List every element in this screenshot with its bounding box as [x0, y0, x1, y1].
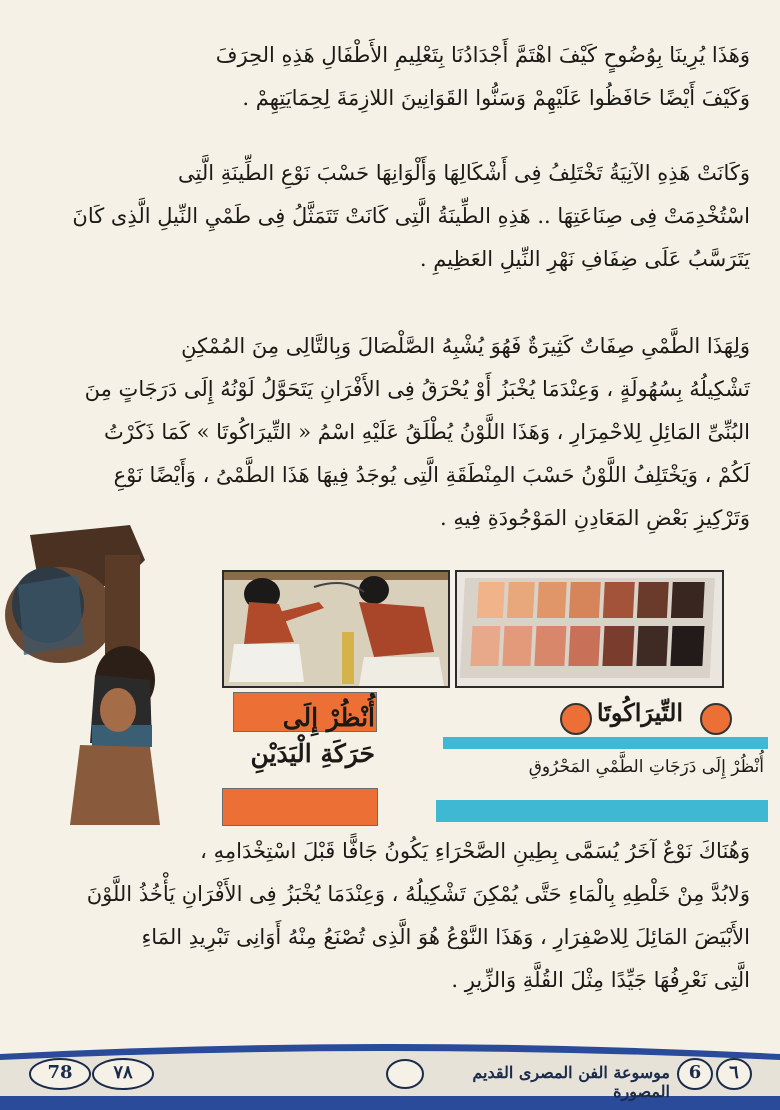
text-line: البُنِّىِّ المَائِلِ لِلاحْمِرَارِ ، وَهَذَا اللَّوْنُ يُطْلَقُ عَلَيْهِ اسْمُ « التِّيرَاكُوتَا » كَمَا ذَكَرْتُ [103, 420, 750, 444]
orange-decor-bar [222, 788, 378, 826]
text-line: وَتَرْكِيزِ بَعْضِ المَعَادِنِ المَوْجُودَةِ فِيهِ . [440, 506, 750, 530]
text-line: لَكُمْ ، وَيَخْتَلِفُ اللَّوْنُ حَسْبَ المِنْطَقَةِ الَّتِى يُوجَدُ فِيهَا هَذَا الطَّمْىُ ، وَأَيْضًا نَوْعِ [113, 463, 750, 487]
chapter-number-latin: 6 [688, 1062, 702, 1083]
text-line: وَلابُدَّ مِنْ خَلْطِهِ بِالْمَاءِ حَتَّى يُمْكِنَ تَشْكِيلُهُ ، وَعِنْدَمَا يُخْبَزُ فِى الأَفْرَانِ يَأْخُذُ اللَّوْنَ [86, 882, 750, 906]
paragraph-4 [40, 830, 750, 1002]
teal-divider [443, 737, 768, 749]
text-line: وَكَيْفَ أَيْضًا حَافَظُوا عَلَيْهِمْ وَسَنُّوا القَوَانِينَ اللازِمَةَ لِحِمَايَتِهِمْ . [242, 86, 750, 110]
paragraph-3 [40, 325, 750, 540]
text-line: وَهُنَاكَ نَوْعٌ آخَرُ يُسَمَّى بِطِينِ الصَّحْرَاءِ يَكُونُ جَافًّا قَبْلَ اسْتِخْدَامِهِ ، [200, 839, 750, 863]
terracotta-color-palette-image [455, 570, 724, 688]
tomb-painting-graphic [224, 572, 448, 686]
text-line: اسْتُخْدِمَتْ فِى صِنَاعَتِهَا .. هَذِهِ الطِّينَةُ الَّتِى كَانَتْ تَتَمَثَّلُ فِى طَمْيِ النِّيلِ الَّذِى كَانَ [72, 204, 750, 228]
teal-divider [436, 800, 768, 822]
statue-carrying-jar-image [0, 515, 170, 825]
encyclopedia-title: موسوعة الفن المصرى القديم المصورة [472, 1063, 670, 1101]
text-line: وَهَذَا يُرِينَا بِوُضُوحٍ كَيْفَ اهْتَمَّ أَجْدَادُنَا بِتَعْلِيمِ الأَطْفَالِ هَذِهِ الحِرَفَ [215, 43, 750, 67]
text-line: الَّتِى نَعْرِفُهَا جَيِّدًا مِثْلَ القُلَّةِ وَالزِّيرِ . [451, 968, 750, 992]
text-line: الأَبْيَضَ المَائِلَ لِلاصْفِرَارِ ، وَهَذَا النَّوْعُ هُوَ الَّذِى تُصْنَعُ مِنْهُ أَوَانِى تَبْرِيدِ المَاءِ [141, 925, 750, 949]
terracotta-title: التِّيرَاكُوتَا [596, 698, 684, 727]
text-line: تَشْكِيلُهُ بِسُهُولَةٍ ، وَعِنْدَمَا يُخْبَزُ أَوْ يُحْرَقُ فِى الأَفْرَانِ يَتَحَوَّلُ لَوْنُهُ إِلَى دَرَجَاتٍ مِنَ [84, 377, 750, 401]
chapter-number-arabic: ٦ [729, 1062, 739, 1083]
palette-graphic [457, 572, 722, 686]
text-line: وَلِهَذَا الطَّمْىِ صِفَاتٌ كَثِيرَةٌ فَهُوَ يُشْبِهُ الصَّلْصَالَ وَبِالتَّالِى مِنَ المُمْكِنِ [181, 334, 750, 358]
hands-caption-line-1: أُنْظُرْ إِلَى [282, 703, 375, 732]
tomb-painting-hands-image [222, 570, 450, 688]
burnt-clay-caption: أُنْظُرْ إِلَى دَرَجَاتِ الطَّمْىِ المَحْرُوقِ [528, 757, 764, 777]
hands-caption-line-2: حَرَكَةِ الْيَدَيْنِ [250, 739, 375, 768]
paragraph-1 [40, 34, 750, 120]
orange-circle-icon [560, 703, 592, 735]
text-line: يَتَرَسَّبُ عَلَى ضِفَافِ نَهْرِ النِّيلِ العَظِيمِ . [419, 247, 750, 271]
page-number-arabic-left: ٧٨ [113, 1062, 133, 1083]
page-number-latin-left: 78 [47, 1062, 73, 1083]
hands-caption [225, 700, 375, 772]
paragraph-2 [40, 152, 750, 281]
text-line: وَكَانَتْ هَذِهِ الآنِيَةُ تَخْتَلِفُ فِى أَشْكَالِهَا وَأَلْوَانِهَا حَسْبَ نَوْعِ الطِّينَةِ الَّتِى [178, 161, 750, 185]
